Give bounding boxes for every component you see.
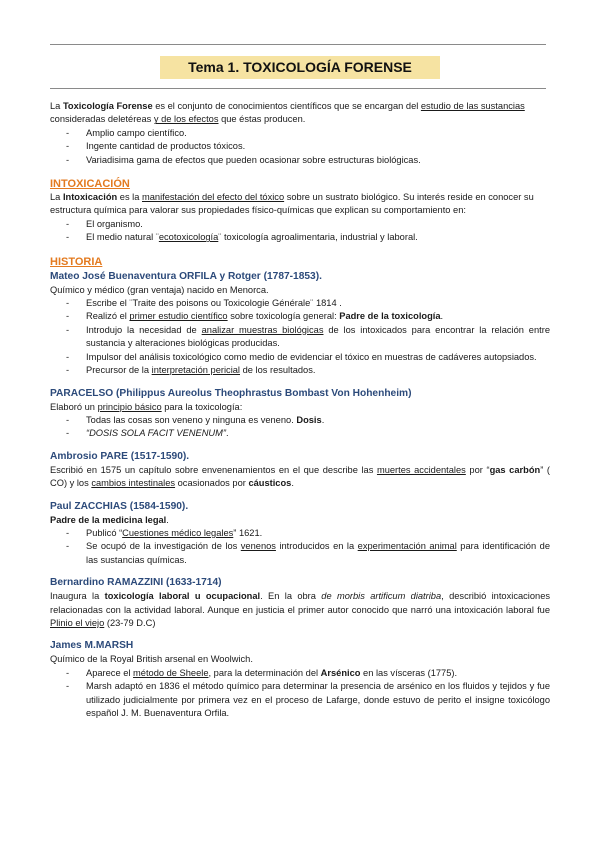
- underlined-text: Plinio el viejo: [50, 617, 105, 628]
- bold-text: toxicología laboral u ocupacional: [104, 591, 261, 602]
- zacchias-subtitle: [50, 514, 550, 527]
- list-item: - Escribe el ¨Traite des poisons ou Toxicologie Générale¨ 1814 .: [50, 297, 550, 310]
- list-item: [50, 427, 550, 440]
- underlined-text: y de los efectos: [153, 114, 219, 125]
- zacchias-list: [50, 527, 550, 567]
- person-heading-pare: Ambrosio PARE (1517-1590).: [50, 450, 190, 462]
- text: Se ocupó de la investigación de los: [86, 541, 241, 552]
- term-intoxicacion: Intoxicación: [62, 192, 118, 203]
- person-heading-paracelso: PARACELSO (Philippus Aureolus Theophrastus Bombast Von Hohenheim): [50, 387, 412, 399]
- text: Elaboró un: [50, 401, 98, 412]
- text: .: [225, 428, 229, 439]
- marsh-list: [50, 667, 550, 721]
- intoxicacion-paragraph: [50, 191, 550, 218]
- text: .: [321, 414, 325, 425]
- underlined-text: principio básico: [97, 401, 162, 412]
- paracelso-list: [50, 414, 550, 441]
- text: de los intoxicados para encontrar la relación entre sustancia y alteraciones biológicas producidas.: [86, 324, 550, 349]
- underlined-text: interpretación pericial: [151, 365, 240, 376]
- text: para la toxicología:: [161, 401, 243, 412]
- text: Inaugura la: [50, 591, 105, 602]
- text: que éstas producen.: [218, 114, 306, 125]
- text: por “: [465, 464, 490, 475]
- italic-quote: “DOSIS SOLA FACIT VENENUM”: [86, 428, 226, 439]
- text: Realizó el: [86, 311, 130, 322]
- list-item: [50, 231, 550, 244]
- list-item: [50, 364, 550, 377]
- title-rule: [50, 88, 546, 89]
- ramazzini-paragraph: [50, 590, 550, 630]
- orfila-list: [50, 297, 550, 377]
- person-heading-orfila: Mateo José Buenaventura ORFILA y Rotger (1787-1853).: [50, 270, 322, 282]
- text: , describió intoxicaciones relacionadas con la actividad laboral. Aunque en justicia el primer autor conocido que narró una intoxicación laboral fue: [50, 591, 551, 615]
- underlined-text: analizar muestras biológicas: [201, 324, 324, 335]
- text: El medio natural ¨: [86, 232, 159, 243]
- bold-text: cáusticos: [248, 478, 292, 489]
- text: sobre toxicología general:: [227, 311, 340, 322]
- list-item: - Marsh adaptó en 1836 el método químico para determinar la presencia de arsénico en los fluidos y tejidos y fue utilizado judicialmente por primera vez en el proceso de Lafarge, donde estuvo de perito el insigne toxicólogo español J. M. Buenaventura Orfila.: [50, 680, 550, 720]
- text: es la: [117, 192, 142, 203]
- underlined-text: muertes accidentales: [376, 464, 466, 475]
- underlined-text: ecotoxicología: [158, 232, 219, 243]
- text: Precursor de la: [86, 365, 152, 376]
- text: Escribió en 1575 un capítulo sobre envenenamientos en el que describe las: [50, 464, 377, 475]
- person-heading-marsh: James M.MARSH: [50, 640, 134, 652]
- page-title: Tema 1. TOXICOLOGÍA FORENSE: [188, 59, 412, 75]
- bold-text: Padre de la toxicología: [339, 311, 441, 322]
- bold-text: Dosis: [296, 414, 322, 425]
- list-item: - Impulsor del análisis toxicológico como medio de evidenciar el tóxico en muestras de cadáveres autopsiados.: [50, 351, 550, 364]
- list-item: [50, 310, 550, 323]
- pare-paragraph: [50, 464, 550, 491]
- text: Introdujo la necesidad de: [86, 324, 202, 335]
- document-body: [50, 100, 550, 720]
- text: , para la determinación del: [208, 667, 321, 678]
- text: .: [440, 311, 444, 322]
- text: sobre un sustrato biológico. Su interés reside en conocer su estructura química para valorar sus propiedades físico-químicas que explican su comportamiento en:: [50, 192, 534, 216]
- intro-list: [50, 127, 550, 167]
- list-item: [50, 324, 550, 351]
- text: . En la obra: [260, 591, 322, 602]
- text: .: [166, 514, 169, 525]
- text: Todas las cosas son veneno y ninguna es veneno.: [86, 414, 297, 425]
- list-item: [50, 667, 550, 680]
- underlined-text: cambios intestinales: [91, 478, 176, 489]
- text: ¨ toxicología agroalimentaria, industrial y laboral.: [218, 232, 418, 243]
- text: ocasionados por: [175, 478, 249, 489]
- underlined-text: manifestación del efecto del tóxico: [142, 192, 285, 203]
- italic-text: de morbis artificum diatriba: [321, 591, 442, 602]
- text: La: [50, 192, 63, 203]
- list-item: [50, 540, 550, 567]
- underlined-text: Cuestiones médico legales: [122, 527, 234, 538]
- list-item: [50, 414, 550, 427]
- text: La: [50, 101, 63, 111]
- text: Publicó “: [86, 527, 123, 538]
- underlined-text: venenos: [240, 541, 276, 552]
- list-item: - El organismo.: [50, 218, 550, 231]
- title-highlight: [160, 56, 440, 79]
- term-toxicologia-forense: Toxicología Forense: [62, 101, 153, 111]
- text: consideradas deletéreas: [50, 114, 154, 125]
- marsh-description: Químico de la Royal British arsenal en Woolwich.: [50, 654, 253, 665]
- list-item: - Variadisima gama de efectos que pueden ocasionar sobre estructuras biológicas.: [50, 154, 550, 167]
- bold-text: gas carbón: [489, 464, 541, 475]
- text: es el conjunto de conocimientos científicos que se encargan del: [152, 101, 421, 111]
- paracelso-description: [50, 401, 550, 414]
- top-rule: [50, 44, 546, 45]
- text: ” 1621.: [233, 527, 263, 538]
- section-heading-intoxicacion: INTOXICACIÓN: [50, 178, 130, 191]
- intoxicacion-list: [50, 218, 550, 245]
- underlined-text: estudio de las sustancias: [420, 101, 525, 111]
- text: .: [291, 478, 294, 489]
- list-item: [50, 527, 550, 540]
- underlined-text: primer estudio científico: [129, 311, 228, 322]
- underlined-text: experimentación animal: [357, 541, 457, 552]
- section-heading-historia: HISTORIA: [50, 255, 103, 268]
- orfila-description: Químico y médico (gran ventaja) nacido en Menorca.: [50, 284, 269, 295]
- text: introducidos en la: [275, 541, 358, 552]
- person-heading-zacchias: Paul ZACCHIAS (1584-1590).: [50, 500, 189, 512]
- bold-text: Padre de la medicina legal: [50, 514, 167, 525]
- list-item: - Ingente cantidad de productos tóxicos.: [50, 140, 550, 153]
- list-item: - Amplio campo científico.: [50, 127, 550, 140]
- text: ” ( CO) y los: [50, 464, 550, 489]
- bold-text: Arsénico: [320, 667, 361, 678]
- person-heading-ramazzini: Bernardino RAMAZZINI (1633-1714): [50, 577, 222, 589]
- underlined-text: método de Sheele: [133, 667, 209, 678]
- text: para identificación de las sustancias químicas.: [86, 541, 550, 565]
- text: en las vísceras (1775).: [360, 667, 458, 678]
- text: (23-79 D.C): [104, 617, 156, 628]
- text: de los resultados.: [240, 365, 316, 376]
- text: Aparece el: [86, 667, 134, 678]
- intro-paragraph: [50, 100, 550, 127]
